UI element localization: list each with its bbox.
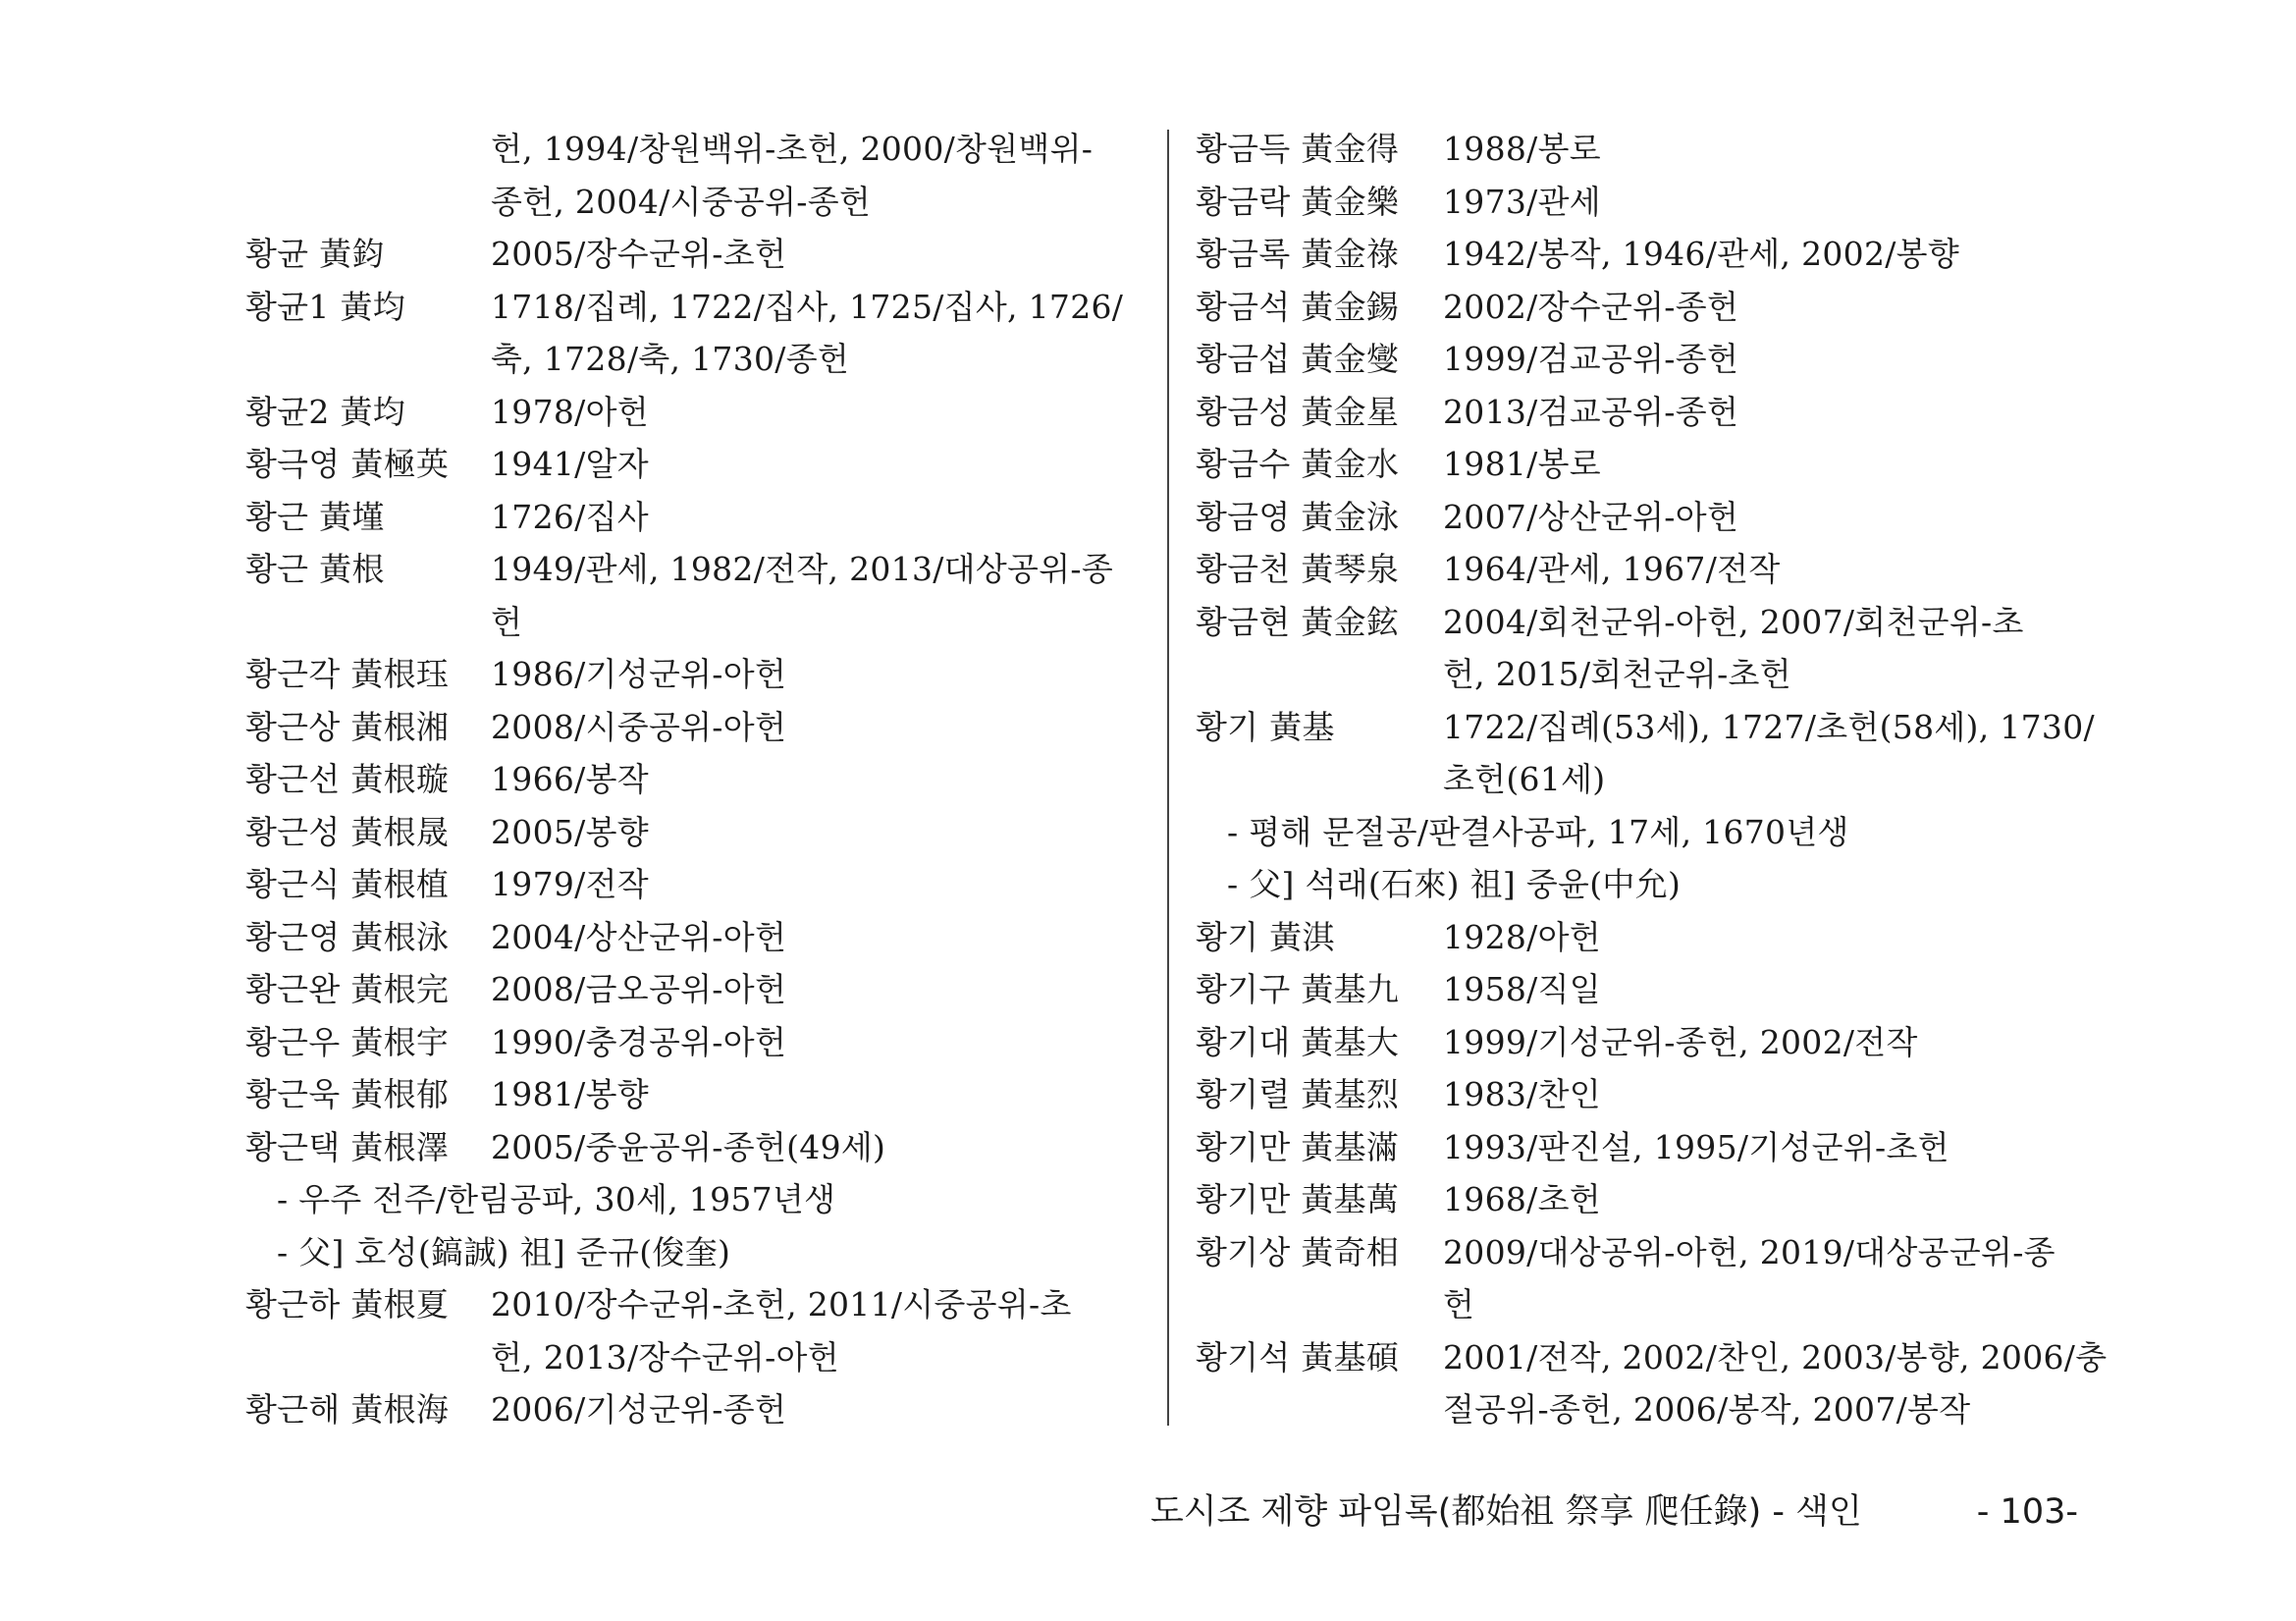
page-number: - 103- <box>1976 1492 2078 1532</box>
entry-name: 황근선 黃根璇 <box>245 760 450 798</box>
entry-name: 황기만 黃基萬 <box>1196 1180 1400 1218</box>
entry-records: 2004/회천군위-아헌, 2007/회천군위-초 <box>1443 602 2024 641</box>
index-line <box>1196 596 2118 649</box>
entry-records: 1958/직일 <box>1443 970 1601 1008</box>
entry-records: 2010/장수군위-초헌, 2011/시중공위-초 <box>491 1285 1072 1324</box>
index-line <box>1196 753 2118 806</box>
entry-name: 황균 黃鈞 <box>245 235 385 273</box>
index-line <box>1196 1226 2118 1279</box>
index-line <box>245 1278 1139 1331</box>
index-line <box>245 701 1139 754</box>
entry-records: 1718/집례, 1722/집사, 1725/집사, 1726/ <box>491 287 1124 326</box>
entry-name: 황금섭 黃金燮 <box>1196 340 1400 378</box>
index-line <box>245 1016 1139 1069</box>
index-line <box>1196 1278 2118 1331</box>
index-line <box>245 123 1139 176</box>
entry-name: 황근식 黃根植 <box>245 865 450 903</box>
index-line <box>245 1331 1139 1384</box>
entry-name: 황근욱 黃根郁 <box>245 1075 450 1113</box>
entry-records: 축, 1728/축, 1730/종헌 <box>491 340 850 378</box>
index-line <box>1196 438 2118 491</box>
index-line <box>1196 123 2118 176</box>
index-line <box>1196 491 2118 544</box>
entry-records: 2005/중윤공위-종헌(49세) <box>491 1127 886 1166</box>
entry-name: 황기 黃淇 <box>1196 917 1335 956</box>
entry-records: 1964/관세, 1967/전작 <box>1443 550 1781 588</box>
entry-name: 황근영 黃根泳 <box>245 917 450 956</box>
index-line <box>245 1226 1139 1279</box>
index-line <box>1196 1383 2118 1436</box>
entry-records: 1968/초헌 <box>1443 1180 1601 1218</box>
entry-name: 황근 黃根 <box>245 550 385 588</box>
entry-name: 황기석 黃基碩 <box>1196 1337 1400 1377</box>
entry-name: 황금천 黃琴泉 <box>1196 550 1400 588</box>
index-line <box>1196 543 2118 596</box>
right-column <box>1196 123 2118 1436</box>
entry-records: 헌 <box>1443 1285 1475 1324</box>
entry-name: 황근해 黃根海 <box>245 1390 450 1429</box>
index-line <box>245 596 1139 649</box>
index-line <box>245 858 1139 911</box>
index-line <box>1196 858 2118 911</box>
entry-note: - 父] 호성(鎬誠) 祖] 준규(俊奎) <box>277 1232 731 1271</box>
index-line <box>245 438 1139 491</box>
entry-records: 2008/시중공위-아헌 <box>491 707 787 746</box>
entry-records: 1999/검교공위-종헌 <box>1443 340 1739 378</box>
entry-note: - 평해 문절공/판결사공파, 17세, 1670년생 <box>1227 812 1849 851</box>
index-line <box>1196 1331 2118 1384</box>
entry-records: 2009/대상공위-아헌, 2019/대상공군위-종 <box>1443 1232 2056 1271</box>
index-line <box>1196 701 2118 754</box>
entry-records: 2013/검교공위-종헌 <box>1443 392 1739 431</box>
index-line <box>1196 911 2118 964</box>
index-line <box>1196 228 2118 281</box>
entry-name: 황금득 黃金得 <box>1196 130 1400 168</box>
entry-records: 2001/전작, 2002/찬인, 2003/봉향, 2006/충 <box>1443 1337 2108 1377</box>
entry-records: 1983/찬인 <box>1443 1075 1601 1113</box>
entry-name: 황금성 黃金星 <box>1196 392 1400 431</box>
entry-records: 2006/기성군위-종헌 <box>491 1390 787 1429</box>
index-line <box>245 753 1139 806</box>
index-line <box>245 1068 1139 1121</box>
index-line <box>245 228 1139 281</box>
entry-records: 1988/봉로 <box>1443 130 1601 168</box>
index-line <box>245 281 1139 334</box>
entry-records: 1726/집사 <box>491 497 649 536</box>
entry-records: 1981/봉로 <box>1443 445 1601 483</box>
index-line <box>245 491 1139 544</box>
entry-records: 2005/장수군위-초헌 <box>491 235 787 273</box>
entry-name: 황금록 黃金祿 <box>1196 235 1400 273</box>
entry-records: 1722/집례(53세), 1727/초헌(58세), 1730/ <box>1443 707 2095 746</box>
page-footer <box>1150 1487 2093 1537</box>
index-line <box>245 333 1139 386</box>
entry-records: 1966/봉작 <box>491 760 649 798</box>
index-line <box>245 963 1139 1016</box>
entry-records: 헌, 2015/회천군위-초헌 <box>1443 655 1791 693</box>
entry-records: 1981/봉향 <box>491 1075 649 1113</box>
index-line <box>245 543 1139 596</box>
entry-name: 황균2 黃均 <box>245 392 406 431</box>
entry-name: 황금현 黃金鉉 <box>1196 602 1400 641</box>
entry-name: 황근택 黃根澤 <box>245 1127 450 1166</box>
entry-records: 1949/관세, 1982/전작, 2013/대상공위-종 <box>491 550 1114 588</box>
index-line <box>245 1121 1139 1174</box>
entry-records: 1979/전작 <box>491 865 649 903</box>
entry-name: 황기상 黃奇相 <box>1196 1232 1400 1271</box>
index-line <box>1196 281 2118 334</box>
index-line <box>1196 648 2118 701</box>
index-line <box>1196 386 2118 439</box>
entry-records: 2008/금오공위-아헌 <box>491 970 787 1008</box>
entry-records: 1928/아헌 <box>1443 917 1601 956</box>
entry-name: 황근각 黃根珏 <box>245 655 450 693</box>
entry-note: - 父] 석래(石來) 祖] 중윤(中允) <box>1227 865 1682 903</box>
entry-records: 초헌(61세) <box>1443 760 1606 798</box>
entry-name: 황근성 黃根晟 <box>245 812 450 851</box>
entry-name: 황금락 黃金樂 <box>1196 182 1400 221</box>
entry-records: 2005/봉향 <box>491 812 649 851</box>
entry-name: 황근하 黃根夏 <box>245 1285 450 1324</box>
entry-records: 1978/아헌 <box>491 392 649 431</box>
entry-records: 절공위-종헌, 2006/봉작, 2007/봉작 <box>1443 1390 1971 1429</box>
entry-note: - 우주 전주/한림공파, 30세, 1957년생 <box>277 1180 836 1218</box>
entry-name: 황기렬 黃基烈 <box>1196 1075 1400 1113</box>
index-line <box>245 806 1139 859</box>
entry-name: 황기 黃基 <box>1196 707 1335 746</box>
entry-name: 황기대 黃基大 <box>1196 1022 1400 1061</box>
index-line <box>245 1173 1139 1226</box>
index-line <box>245 1383 1139 1436</box>
entry-records: 1993/판진설, 1995/기성군위-초헌 <box>1443 1127 1949 1166</box>
entry-records: 2004/상산군위-아헌 <box>491 917 787 956</box>
entry-records: 1973/관세 <box>1443 182 1601 221</box>
index-line <box>245 176 1139 229</box>
entry-name: 황금영 黃金泳 <box>1196 497 1400 536</box>
entry-name: 황근완 黃根完 <box>245 970 450 1008</box>
entry-name: 황균1 黃均 <box>245 287 406 326</box>
entry-records: 1999/기성군위-종헌, 2002/전작 <box>1443 1022 1918 1061</box>
entry-records: 2002/장수군위-종헌 <box>1443 287 1739 326</box>
index-line <box>1196 1173 2118 1226</box>
entry-records: 1941/알자 <box>491 445 649 483</box>
entry-records: 1990/충경공위-아헌 <box>491 1022 787 1061</box>
left-column <box>245 123 1139 1436</box>
entry-name: 황극영 黃極英 <box>245 445 450 483</box>
index-line <box>1196 1016 2118 1069</box>
index-line <box>1196 176 2118 229</box>
index-line <box>1196 1068 2118 1121</box>
index-line <box>1196 1121 2118 1174</box>
index-line <box>1196 333 2118 386</box>
index-line <box>245 648 1139 701</box>
entry-records: 헌 <box>491 602 523 641</box>
entry-records: 2007/상산군위-아헌 <box>1443 497 1739 536</box>
entry-records: 종헌, 2004/시중공위-종헌 <box>491 182 872 221</box>
column-divider <box>1167 130 1169 1426</box>
entry-name: 황금수 黃金水 <box>1196 445 1400 483</box>
entry-name: 황근상 黃根湘 <box>245 707 450 746</box>
index-line <box>245 911 1139 964</box>
entry-name: 황금석 黃金錫 <box>1196 287 1400 326</box>
index-line <box>1196 963 2118 1016</box>
footer-title: 도시조 제향 파임록(都始祖 祭享 爬任錄) - 색인 <box>1150 1492 1862 1532</box>
index-line <box>1196 806 2118 859</box>
entry-records: 헌, 2013/장수군위-아헌 <box>491 1337 839 1377</box>
entry-name: 황근 黃墐 <box>245 497 385 536</box>
entry-records: 헌, 1994/창원백위-초헌, 2000/창원백위- <box>491 130 1094 168</box>
entry-name: 황근우 黃根宇 <box>245 1022 450 1061</box>
entry-records: 1986/기성군위-아헌 <box>491 655 787 693</box>
index-line <box>245 386 1139 439</box>
entry-name: 황기구 黃基九 <box>1196 970 1400 1008</box>
entry-records: 1942/봉작, 1946/관세, 2002/봉향 <box>1443 235 1960 273</box>
entry-name: 황기만 黃基滿 <box>1196 1127 1400 1166</box>
